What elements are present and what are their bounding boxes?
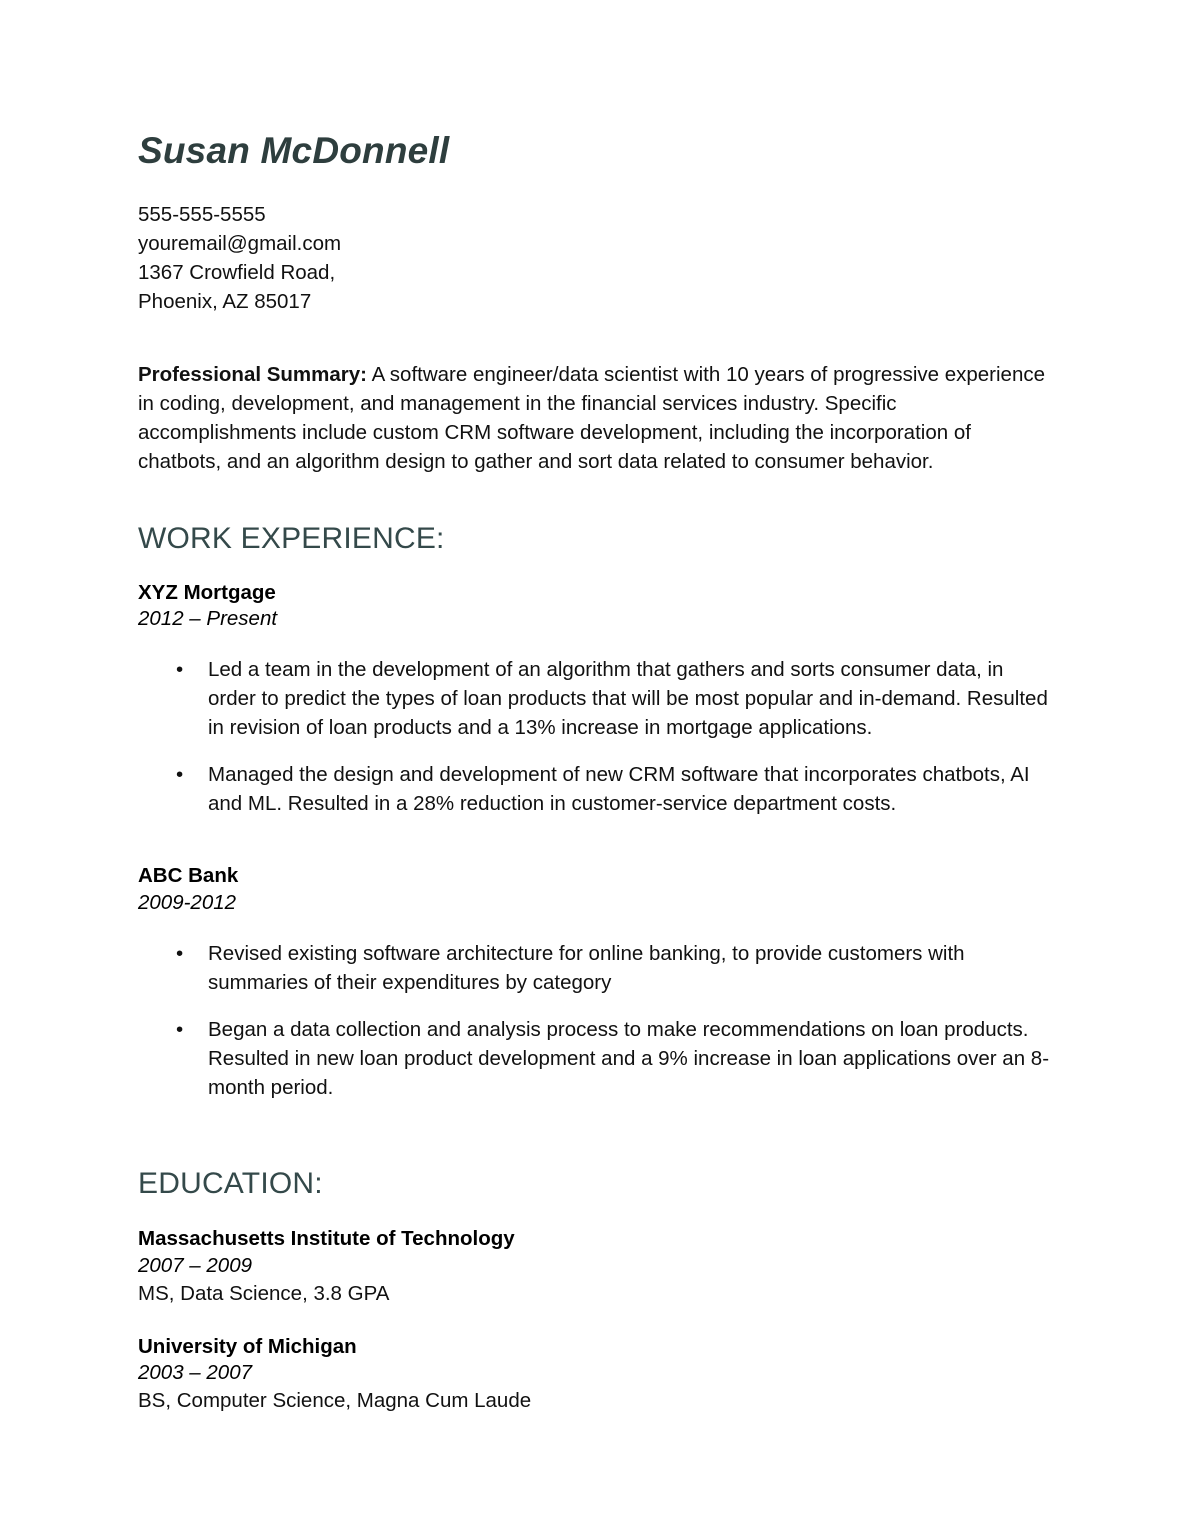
contact-block <box>138 200 1050 316</box>
job-employer: ABC Bank <box>138 864 239 888</box>
bullet-icon: • <box>176 1017 184 1041</box>
job-bullet-item <box>138 1015 1050 1102</box>
professional-summary-text: A software engineer/data scientist with 10 years of progressive experience in coding, development, and management in the financial services industry. Specific accomplishments include custom CRM software development, including the incorporation of chatbots, and an algorithm design to gather and sort data related to consumer behavior. <box>138 363 1046 474</box>
bullet-icon: • <box>176 941 184 965</box>
job-dates: 2009-2012 <box>138 891 237 915</box>
professional-summary <box>138 360 1050 476</box>
contact-address-line-2: Phoenix, AZ 85017 <box>138 290 312 314</box>
education-degree: BS, Computer Science, Magna Cum Laude <box>138 1389 532 1413</box>
section-heading-education: EDUCATION: <box>138 1167 323 1201</box>
contact-address-line-1: 1367 Crowfield Road, <box>138 260 336 284</box>
job-bullet-item <box>138 939 1050 997</box>
job-dates: 2012 – Present <box>138 607 278 631</box>
education-degree: MS, Data Science, 3.8 GPA <box>138 1281 390 1305</box>
job-bullet-list <box>138 939 1050 1103</box>
education-dates: 2007 – 2009 <box>138 1253 253 1277</box>
education-institution: Massachusetts Institute of Technology <box>138 1227 515 1251</box>
job-bullet-item <box>138 655 1050 742</box>
resume-content <box>138 0 1050 1415</box>
education-institution: University of Michigan <box>138 1334 357 1358</box>
contact-phone: 555-555-5555 <box>138 202 266 226</box>
education-dates: 2003 – 2007 <box>138 1361 253 1385</box>
job-bullet-text: Managed the design and development of new CRM software that incorporates chatbots, AI and ML. Resulted in a 28% reduction in customer-service department costs. <box>208 763 1030 816</box>
job-entry-xyz-mortgage <box>138 580 1050 819</box>
contact-email: youremail@gmail.com <box>138 231 342 255</box>
section-heading-work-experience: WORK EXPERIENCE: <box>138 521 445 555</box>
bullet-icon: • <box>176 657 184 681</box>
job-bullet-text: Began a data collection and analysis process to make recommendations on loan products. Resulted in new loan product development and a 9% increase in loan applications over an 8-month period. <box>208 1017 1050 1100</box>
education-entry-mit <box>138 1226 1050 1308</box>
bullet-icon: • <box>176 763 184 787</box>
job-entry-abc-bank <box>138 863 1050 1102</box>
job-bullet-list <box>138 655 1050 819</box>
job-employer: XYZ Mortgage <box>138 580 276 604</box>
job-bullet-text: Revised existing software architecture for online banking, to provide customers with summaries of their expenditures by category <box>208 941 965 994</box>
job-bullet-item <box>138 760 1050 818</box>
candidate-name: Susan McDonnell <box>138 130 450 171</box>
professional-summary-label: Professional Summary: <box>138 363 367 387</box>
education-entry-michigan <box>138 1334 1050 1416</box>
job-bullet-text: Led a team in the development of an algorithm that gathers and sorts consumer data, in order to predict the types of loan products that will be most popular and in-demand. Resulted in revision of loan products and a 13% increase in mortgage applications. <box>208 657 1048 740</box>
